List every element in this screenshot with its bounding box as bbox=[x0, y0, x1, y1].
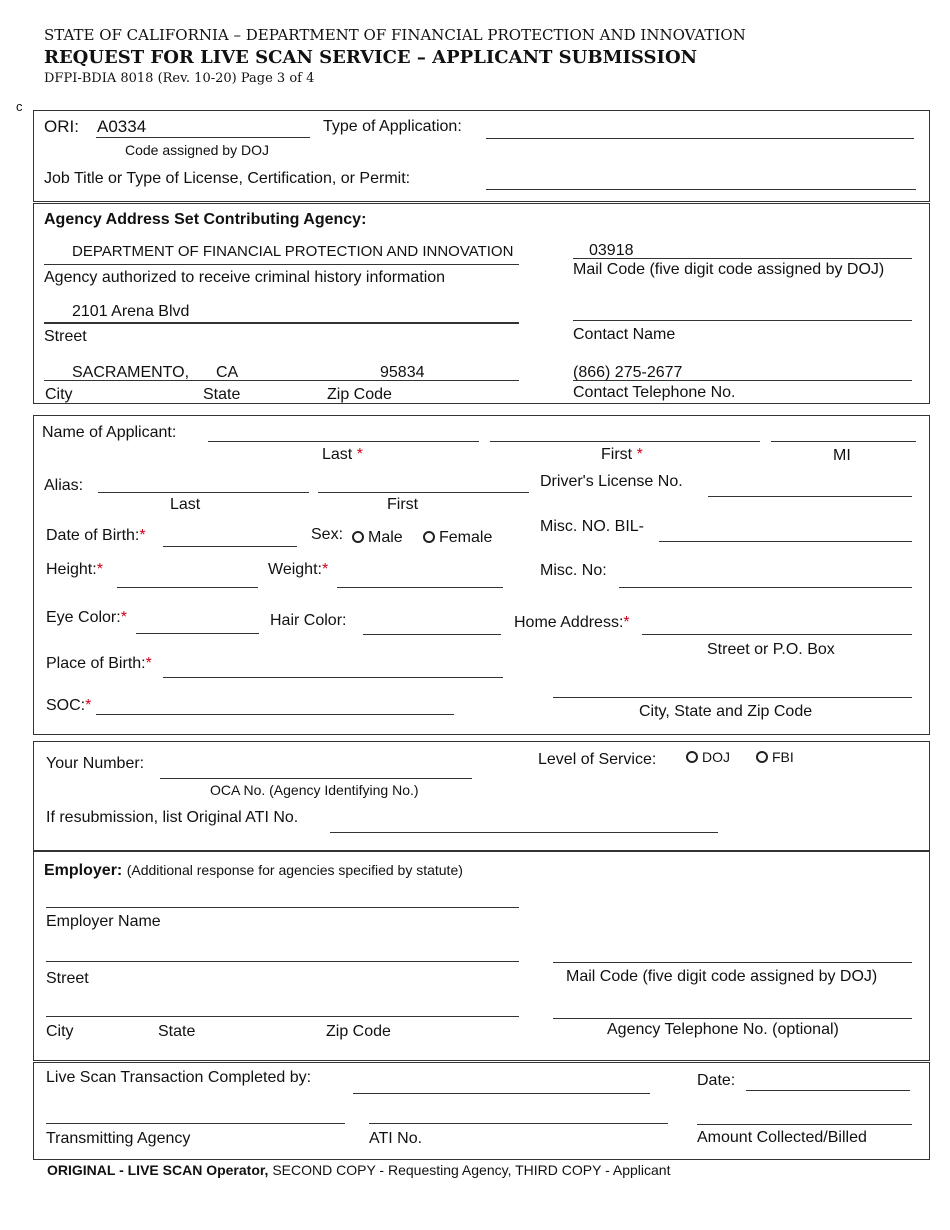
height-field[interactable] bbox=[117, 587, 258, 588]
soc-field[interactable] bbox=[96, 714, 454, 715]
applicant-last-caption: Last * bbox=[322, 446, 363, 463]
form-title: REQUEST FOR LIVE SCAN SERVICE – APPLICANT SUBMISSION bbox=[44, 47, 698, 68]
job-title-field[interactable] bbox=[486, 189, 916, 190]
mail-code-line bbox=[573, 258, 912, 259]
margin-mark: c bbox=[16, 99, 23, 114]
alias-label: Alias: bbox=[44, 477, 84, 494]
dob-label: Date of Birth:* bbox=[46, 527, 146, 544]
male-radio-icon[interactable] bbox=[352, 531, 364, 543]
agency-street-value[interactable]: 2101 Arena Blvd bbox=[72, 303, 190, 320]
employer-mail-code-caption: Mail Code (five digit code assigned by DOJ) bbox=[566, 968, 878, 985]
employer-city-caption: City bbox=[46, 1023, 74, 1040]
applicant-section bbox=[33, 415, 930, 735]
home-street-caption: Street or P.O. Box bbox=[707, 641, 835, 658]
home-address-label: Home Address:* bbox=[514, 614, 630, 631]
resubmission-label: If resubmission, list Original ATI No. bbox=[46, 809, 299, 826]
agency-city-value[interactable]: SACRAMENTO, bbox=[72, 364, 190, 381]
eye-color-label: Eye Color:* bbox=[46, 609, 127, 626]
applicant-name-label: Name of Applicant: bbox=[42, 424, 177, 441]
ori-label: ORI: bbox=[44, 117, 79, 136]
employer-zip-caption: Zip Code bbox=[326, 1023, 391, 1040]
applicant-first-caption: First * bbox=[601, 446, 643, 463]
drivers-license-label: Driver's License No. bbox=[540, 473, 683, 490]
date-label: Date: bbox=[697, 1072, 736, 1089]
applicant-last-field[interactable] bbox=[208, 441, 479, 442]
weight-field[interactable] bbox=[337, 587, 503, 588]
oca-caption: OCA No. (Agency Identifying No.) bbox=[210, 782, 419, 798]
drivers-license-field[interactable] bbox=[708, 496, 912, 497]
type-application-label: Type of Application: bbox=[323, 118, 462, 135]
height-label: Height:* bbox=[46, 561, 103, 578]
employer-phone-caption: Agency Telephone No. (optional) bbox=[607, 1021, 839, 1038]
ori-field-line bbox=[96, 137, 310, 138]
doj-radio-icon[interactable] bbox=[686, 751, 698, 763]
home-street-field[interactable] bbox=[642, 634, 912, 635]
contact-phone-caption: Contact Telephone No. bbox=[573, 384, 736, 401]
amount-field[interactable] bbox=[697, 1124, 912, 1125]
agency-city-caption: City bbox=[45, 386, 73, 403]
ati-no-field[interactable] bbox=[369, 1123, 668, 1124]
completed-by-field[interactable] bbox=[353, 1093, 650, 1094]
transmitting-agency-caption: Transmitting Agency bbox=[46, 1130, 191, 1147]
agency-name-value[interactable]: DEPARTMENT OF FINANCIAL PROTECTION AND INNOVATION bbox=[72, 243, 514, 260]
amount-caption: Amount Collected/Billed bbox=[697, 1129, 867, 1146]
mail-code-caption: Mail Code (five digit code assigned by DOJ) bbox=[573, 261, 885, 278]
employer-street-caption: Street bbox=[46, 970, 89, 987]
agency-name-caption: Agency authorized to receive criminal history information bbox=[44, 269, 446, 286]
employer-heading: Employer: (Additional response for agencies specified by statute) bbox=[44, 862, 463, 879]
agency-header: STATE OF CALIFORNIA – DEPARTMENT OF FINANCIAL PROTECTION AND INNOVATION bbox=[44, 26, 746, 44]
form-number: DFPI-BDIA 8018 (Rev. 10-20) Page 3 of 4 bbox=[44, 71, 315, 86]
your-number-field[interactable] bbox=[160, 778, 472, 779]
resubmission-field[interactable] bbox=[330, 832, 718, 833]
place-of-birth-field[interactable] bbox=[163, 677, 503, 678]
employer-phone-field[interactable] bbox=[553, 1018, 912, 1019]
mail-code-value[interactable]: 03918 bbox=[589, 242, 634, 259]
contact-name-caption: Contact Name bbox=[573, 326, 676, 343]
job-title-label: Job Title or Type of License, Certification, or Permit: bbox=[44, 170, 411, 187]
agency-state-caption: State bbox=[203, 386, 241, 403]
employer-city-field[interactable] bbox=[46, 1016, 519, 1017]
alias-last-field[interactable] bbox=[98, 492, 309, 493]
type-application-field[interactable] bbox=[486, 138, 914, 139]
copy-distribution-footer: ORIGINAL - LIVE SCAN Operator, SECOND COPY - Requesting Agency, THIRD COPY - Applicant bbox=[47, 1162, 671, 1178]
agency-street-line bbox=[44, 322, 519, 324]
sex-female-option[interactable]: Female bbox=[423, 529, 492, 547]
employer-street-field[interactable] bbox=[46, 961, 519, 962]
agency-state-value[interactable]: CA bbox=[216, 364, 239, 381]
ori-caption: Code assigned by DOJ bbox=[125, 142, 269, 158]
contact-phone-value[interactable]: (866) 275-2677 bbox=[573, 364, 683, 381]
agency-zip-caption: Zip Code bbox=[327, 386, 392, 403]
hair-color-label: Hair Color: bbox=[270, 612, 347, 629]
level-fbi-option[interactable]: FBI bbox=[756, 749, 794, 765]
employer-name-caption: Employer Name bbox=[46, 913, 161, 930]
alias-first-caption: First bbox=[387, 496, 419, 513]
date-field[interactable] bbox=[746, 1090, 910, 1091]
transmitting-agency-field[interactable] bbox=[46, 1123, 345, 1124]
hair-color-field[interactable] bbox=[363, 634, 501, 635]
contact-phone-line bbox=[573, 380, 912, 381]
sex-label: Sex: bbox=[311, 526, 344, 543]
employer-name-field[interactable] bbox=[46, 907, 519, 908]
eye-color-field[interactable] bbox=[136, 633, 259, 634]
weight-label: Weight:* bbox=[268, 561, 329, 578]
applicant-first-field[interactable] bbox=[490, 441, 760, 442]
alias-first-field[interactable] bbox=[318, 492, 529, 493]
level-of-service-label: Level of Service: bbox=[538, 751, 657, 768]
ori-value[interactable]: A0334 bbox=[97, 117, 147, 136]
home-city-caption: City, State and Zip Code bbox=[639, 703, 813, 720]
agency-zip-value[interactable]: 95834 bbox=[380, 364, 425, 381]
place-of-birth-label: Place of Birth:* bbox=[46, 655, 152, 672]
agency-street-caption: Street bbox=[44, 328, 87, 345]
contact-name-line[interactable] bbox=[573, 320, 912, 321]
misc-bil-field[interactable] bbox=[659, 541, 912, 542]
agency-heading: Agency Address Set Contributing Agency: bbox=[44, 211, 367, 228]
misc-no-field[interactable] bbox=[619, 587, 912, 588]
your-number-label: Your Number: bbox=[46, 755, 145, 772]
alias-last-caption: Last bbox=[170, 496, 201, 513]
level-doj-option[interactable]: DOJ bbox=[686, 749, 730, 765]
employer-state-caption: State bbox=[158, 1023, 196, 1040]
applicant-mi-caption: MI bbox=[833, 447, 851, 464]
ati-no-caption: ATI No. bbox=[369, 1130, 423, 1147]
sex-male-option[interactable]: Male bbox=[352, 529, 403, 547]
dob-field[interactable] bbox=[163, 546, 297, 547]
fbi-radio-icon[interactable] bbox=[756, 751, 768, 763]
agency-name-line bbox=[44, 264, 519, 265]
agency-city-line bbox=[44, 380, 519, 381]
applicant-mi-field[interactable] bbox=[771, 441, 916, 442]
employer-mail-code-field[interactable] bbox=[553, 962, 912, 963]
misc-bil-label: Misc. NO. BIL- bbox=[540, 518, 645, 535]
misc-no-label: Misc. No: bbox=[540, 562, 607, 579]
home-city-field[interactable] bbox=[553, 697, 912, 698]
soc-label: SOC:* bbox=[46, 697, 92, 714]
completed-by-label: Live Scan Transaction Completed by: bbox=[46, 1069, 312, 1086]
female-radio-icon[interactable] bbox=[423, 531, 435, 543]
service-section bbox=[33, 741, 930, 852]
